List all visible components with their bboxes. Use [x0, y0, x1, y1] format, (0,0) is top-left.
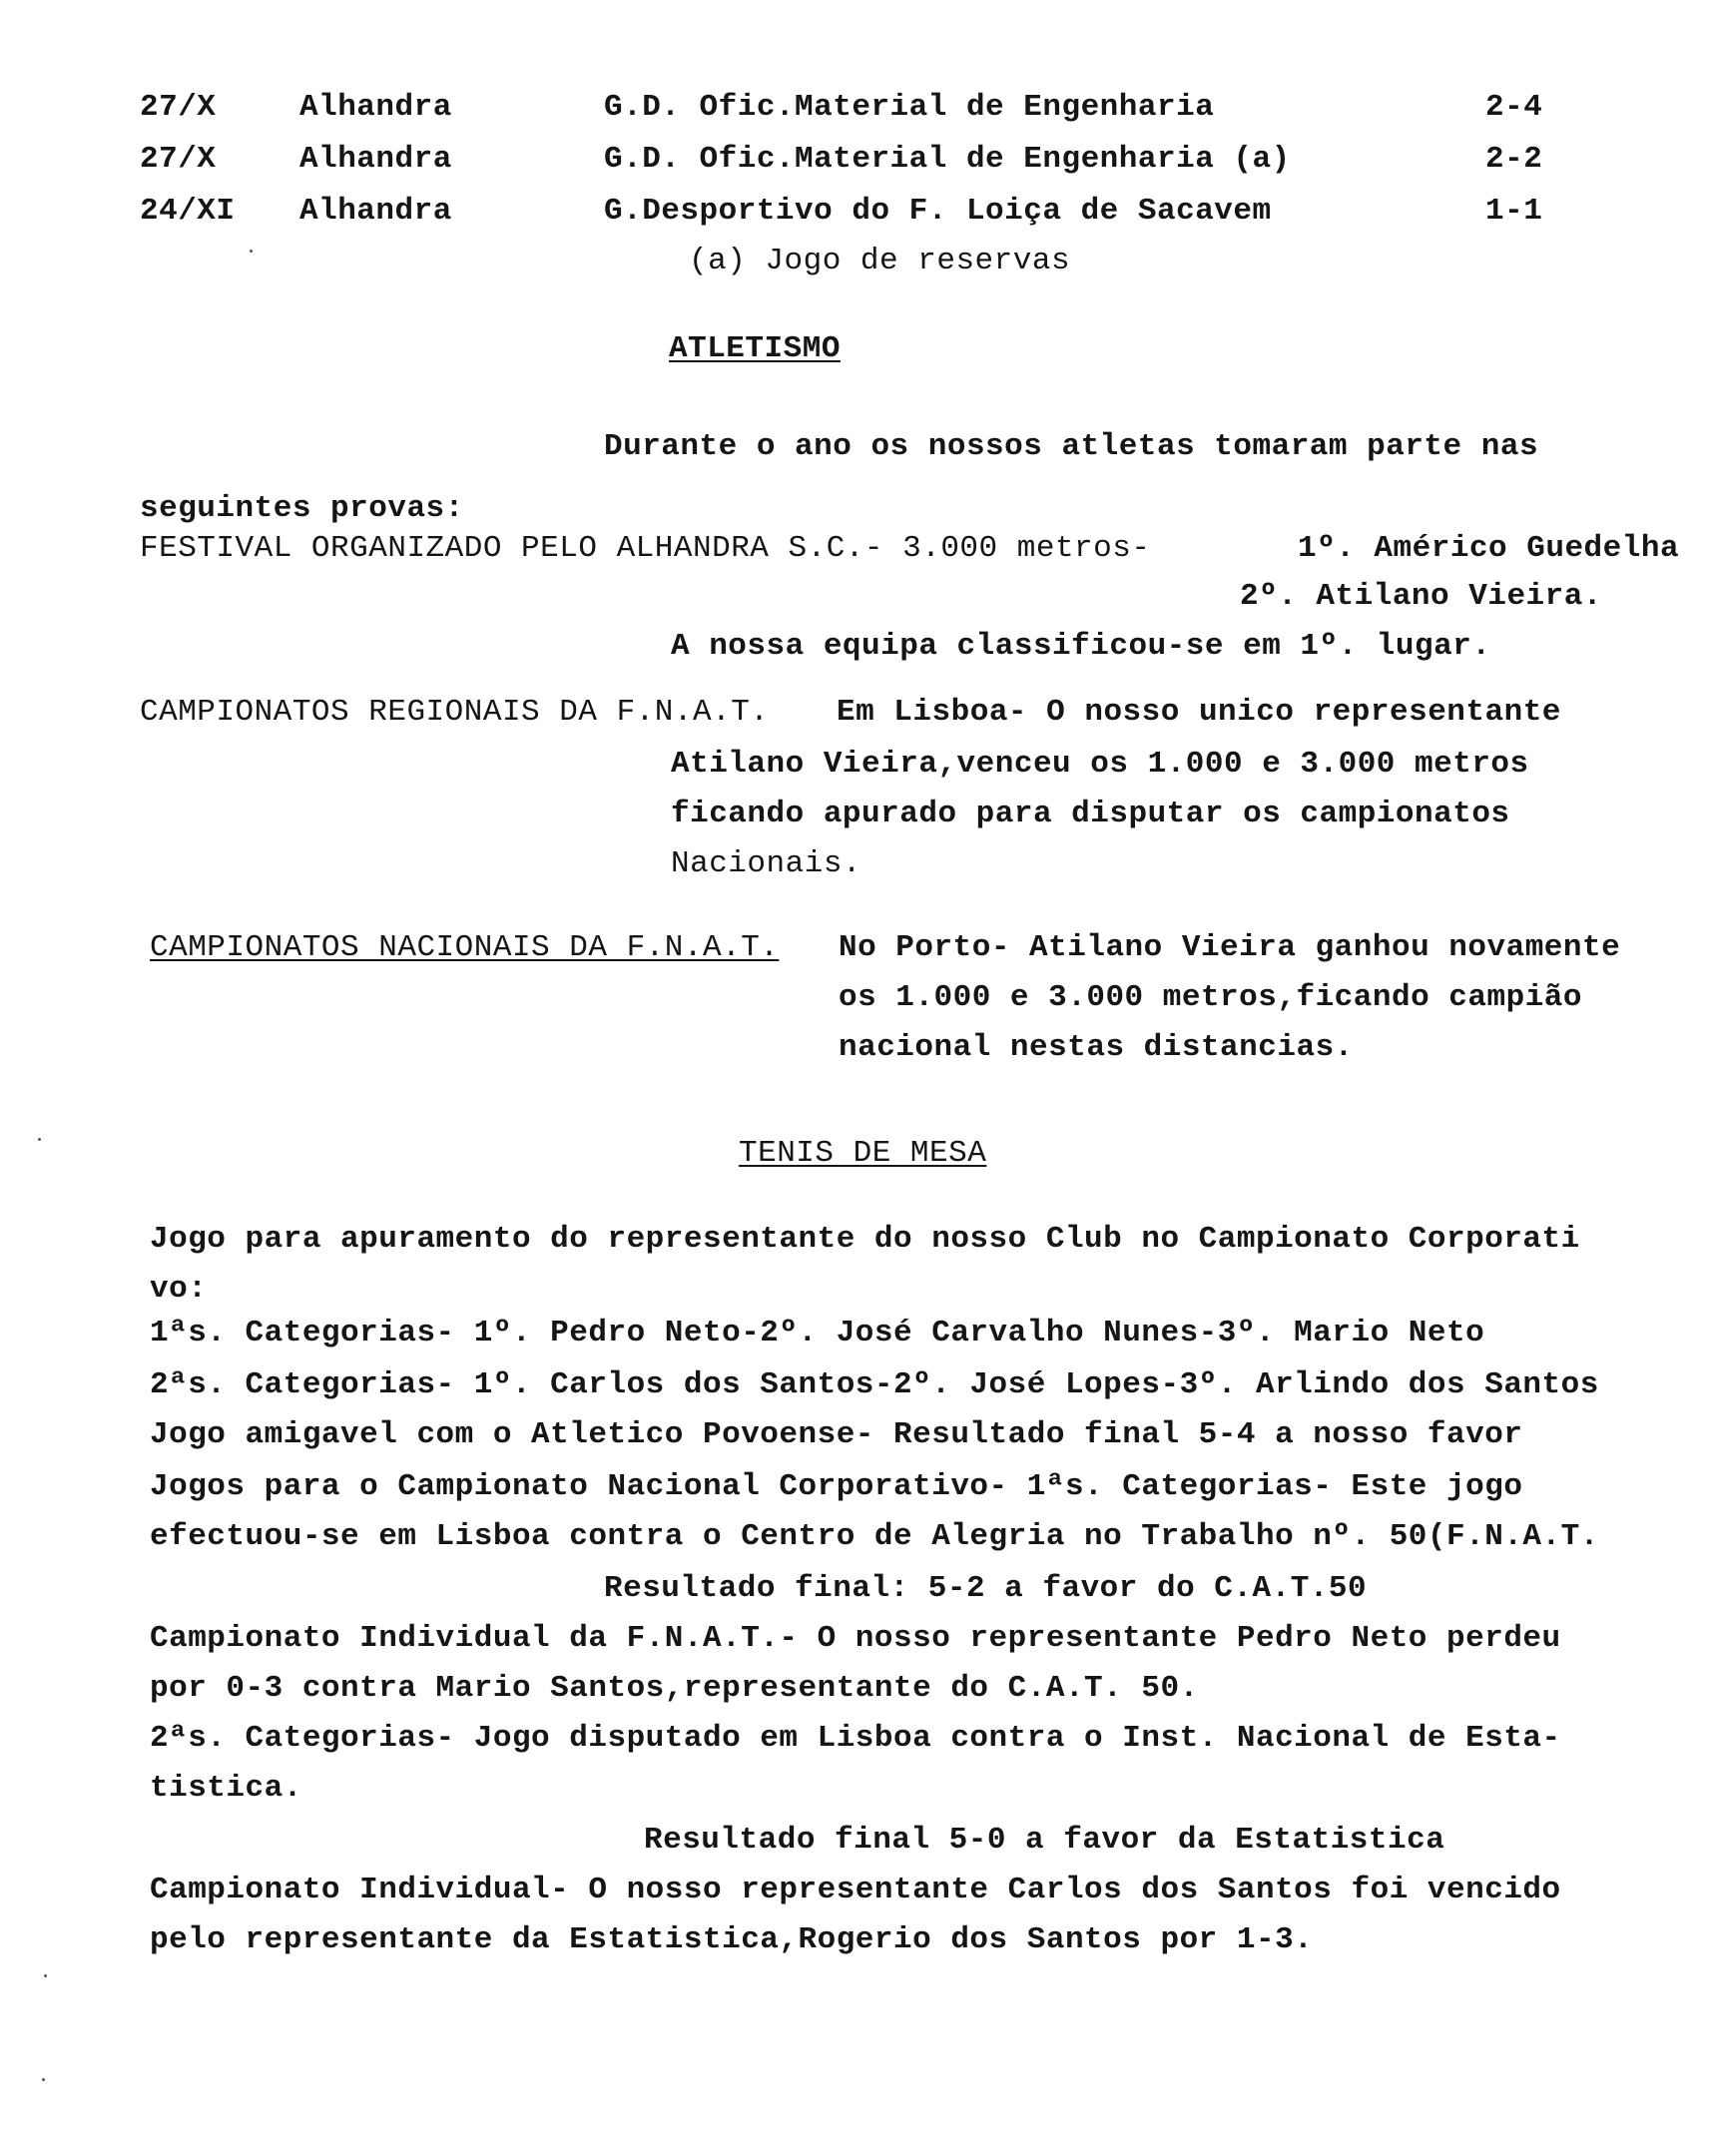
result-place: Alhandra	[299, 90, 452, 125]
festival-second: 2º. Atilano Vieira.	[1240, 579, 1602, 614]
festival-first: 1º. Américo Guedelha	[1298, 531, 1680, 566]
festival-label: FESTIVAL ORGANIZADO PELO ALHANDRA S.C.- 3.000 metros-	[140, 531, 1151, 566]
result-opponent: G.Desportivo do F. Loiça de Sacavem	[604, 194, 1272, 229]
tenis-line: Jogo para apuramento do representante do nosso Club no Campionato Corporati	[150, 1222, 1580, 1257]
scan-speck	[38, 1138, 41, 1141]
tenis-line: tistica.	[150, 1771, 302, 1806]
scan-speck	[42, 2078, 45, 2081]
tenis-line: Jogo amigavel com o Atletico Povoense- Resultado final 5-4 a nosso favor	[150, 1417, 1523, 1452]
tenis-line: Jogos para o Campionato Nacional Corporativo- 1ªs. Categorias- Este jogo	[150, 1469, 1523, 1504]
tenis-line: Campionato Individual da F.N.A.T.- O nosso representante Pedro Neto perdeu	[150, 1621, 1561, 1656]
regionais-text: Em Lisboa- O nosso unico representante	[837, 695, 1561, 730]
tenis-line: efectuou-se em Lisboa contra o Centro de Alegria no Trabalho nº. 50(F.N.A.T.	[150, 1519, 1599, 1554]
result-place: Alhandra	[299, 142, 452, 177]
tenis-line: vo:	[150, 1272, 208, 1307]
festival-team: A nossa equipa classificou-se em 1º. lugar.	[671, 629, 1491, 664]
atletismo-intro: Durante o ano os nossos atletas tomaram parte nas	[604, 429, 1539, 464]
scan-speck	[250, 250, 253, 253]
result-score: 2-4	[1485, 90, 1543, 125]
result-score: 1-1	[1485, 194, 1543, 229]
nacionais-text: No Porto- Atilano Vieira ganhou novamente	[839, 930, 1621, 965]
result-date: 27/X	[140, 142, 217, 177]
result-place: Alhandra	[299, 194, 452, 229]
regionais-label: CAMPIONATOS REGIONAIS DA F.N.A.T.	[140, 695, 770, 730]
section-heading-tenis: TENIS DE MESA	[739, 1136, 987, 1171]
nacionais-text: nacional nestas distancias.	[839, 1030, 1354, 1065]
tenis-line: pelo representante da Estatistica,Rogerio dos Santos por 1-3.	[150, 1922, 1314, 1957]
result-date: 27/X	[140, 90, 217, 125]
tenis-line: Resultado final: 5-2 a favor do C.A.T.50	[604, 1571, 1368, 1606]
tenis-line: 1ªs. Categorias- 1º. Pedro Neto-2º. José Carvalho Nunes-3º. Mario Neto	[150, 1316, 1485, 1350]
section-heading-atletismo: ATLETISMO	[669, 331, 841, 366]
result-date: 24/XI	[140, 194, 236, 229]
regionais-text: Nacionais.	[671, 846, 862, 881]
tenis-line: 2ªs. Categorias- Jogo disputado em Lisboa contra o Inst. Nacional de Esta-	[150, 1721, 1561, 1756]
result-opponent: G.D. Ofic.Material de Engenharia (a)	[604, 142, 1291, 177]
result-score: 2-2	[1485, 142, 1543, 177]
result-opponent: G.D. Ofic.Material de Engenharia	[604, 90, 1215, 125]
nacionais-label: CAMPIONATOS NACIONAIS DA F.N.A.T.	[150, 930, 780, 965]
nacionais-text: os 1.000 e 3.000 metros,ficando campião	[839, 980, 1583, 1015]
regionais-text: ficando apurado para disputar os campionatos	[671, 797, 1510, 831]
atletismo-intro: seguintes provas:	[140, 491, 464, 526]
scan-speck	[44, 1974, 47, 1977]
tenis-line: Campionato Individual- O nosso representante Carlos dos Santos foi vencido	[150, 1873, 1561, 1907]
tenis-line: Resultado final 5-0 a favor da Estatistica	[644, 1823, 1445, 1858]
regionais-text: Atilano Vieira,venceu os 1.000 e 3.000 metros	[671, 747, 1529, 782]
tenis-line: por 0-3 contra Mario Santos,representante do C.A.T. 50.	[150, 1671, 1199, 1706]
results-note: (a) Jogo de reservas	[689, 244, 1071, 278]
tenis-line: 2ªs. Categorias- 1º. Carlos dos Santos-2º. José Lopes-3º. Arlindo dos Santos	[150, 1367, 1599, 1402]
